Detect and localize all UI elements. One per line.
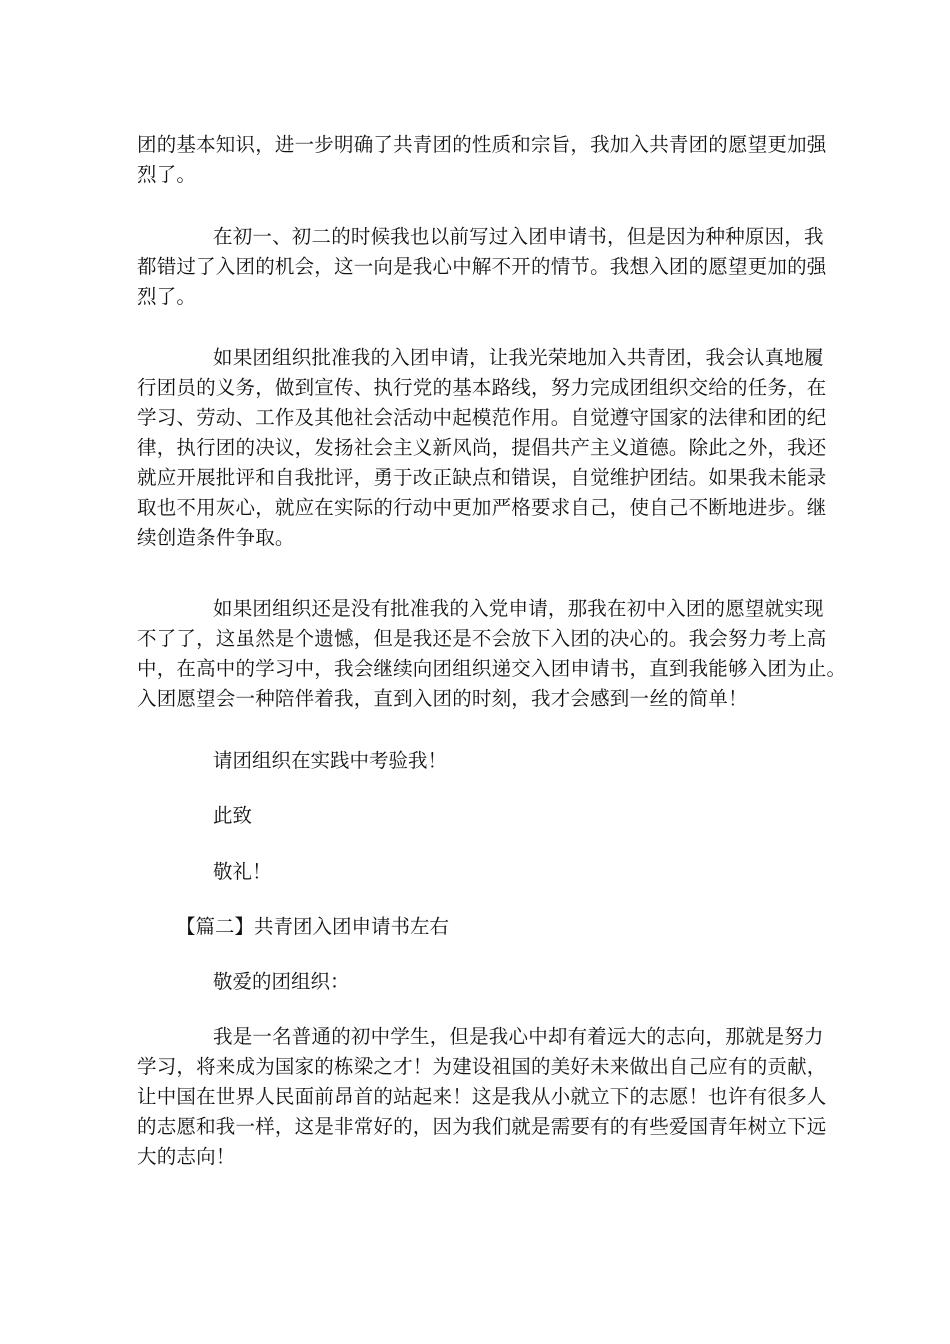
- paragraph-line: 律，执行团的决议，发扬社会主义新风尚，提倡共产主义道德。除此之外，我还: [137, 436, 827, 459]
- paragraph-line: 都错过了入团的机会，这一向是我心中解不开的情节。我想入团的愿望更加的强: [137, 255, 827, 278]
- paragraph-2: [137, 222, 827, 312]
- paragraph-line: 烈了。: [137, 163, 197, 186]
- salutation: 敬爱的团组织：: [213, 970, 350, 993]
- paragraph-line: 的志愿和我一样，这是非常好的，因为我们就是需要有的有些爱国青年树立下远: [137, 1115, 827, 1138]
- paragraph-line: 行团员的义务，做到宣传、执行党的基本路线，努力完成团组织交给的任务，在: [137, 376, 827, 399]
- paragraph-line: 在初一、初二的时候我也以前写过入团申请书，但是因为种种原因，我: [213, 225, 824, 248]
- paragraph-line: 学习、劳动、工作及其他社会活动中起模范作用。自觉遵守国家的法律和团的纪: [137, 406, 827, 429]
- paragraph-1: [137, 130, 827, 190]
- paragraph-line: 我是一名普通的初中学生，但是我心中却有着远大的志向，那就是努力: [213, 1025, 824, 1048]
- closing-cizhi: 此致: [213, 804, 253, 827]
- closing-request: 请团组织在实践中考验我！: [213, 749, 448, 772]
- paragraph-5: [137, 1022, 827, 1172]
- paragraph-line: 大的志向！: [137, 1145, 236, 1168]
- paragraph-line: 中，在高中的学习中，我会继续向团组织递交入团申请书，直到我能够入团为止。: [137, 657, 847, 680]
- paragraph-4: [137, 594, 847, 714]
- paragraph-line: 续创造条件争取。: [137, 526, 295, 549]
- paragraph-line: 团的基本知识，进一步明确了共青团的性质和宗旨，我加入共青团的愿望更加强: [137, 133, 827, 156]
- paragraph-line: 取也不用灰心，就应在实际的行动中更加严格要求自己，使自己不断地进步。继: [137, 496, 827, 519]
- paragraph-3: [137, 343, 827, 553]
- paragraph-line: 入团愿望会一种陪伴着我，直到入团的时刻，我才会感到一丝的简单！: [137, 687, 748, 710]
- paragraph-line: 就应开展批评和自我批评，勇于改正缺点和错误，自觉维护团结。如果我未能录: [137, 466, 827, 489]
- section-heading: 【篇二】共青团入团申请书左右: [176, 915, 450, 938]
- paragraph-line: 让中国在世界人民面前昂首的站起来！这是我从小就立下的志愿！也许有很多人: [137, 1085, 827, 1108]
- paragraph-line: 如果团组织还是没有批准我的入党申请，那我在初中入团的愿望就实现: [213, 597, 824, 620]
- paragraph-line: 烈了。: [137, 285, 197, 308]
- paragraph-line: 学习，将来成为国家的栋梁之才！为建设祖国的美好未来做出自己应有的贡献，: [137, 1055, 827, 1078]
- closing-jingli: 敬礼！: [213, 860, 272, 883]
- paragraph-line: 如果团组织批准我的入团申请，让我光荣地加入共青团，我会认真地履: [213, 346, 824, 369]
- paragraph-line: 不了了，这虽然是个遗憾，但是我还是不会放下入团的决心的。我会努力考上高: [137, 627, 827, 650]
